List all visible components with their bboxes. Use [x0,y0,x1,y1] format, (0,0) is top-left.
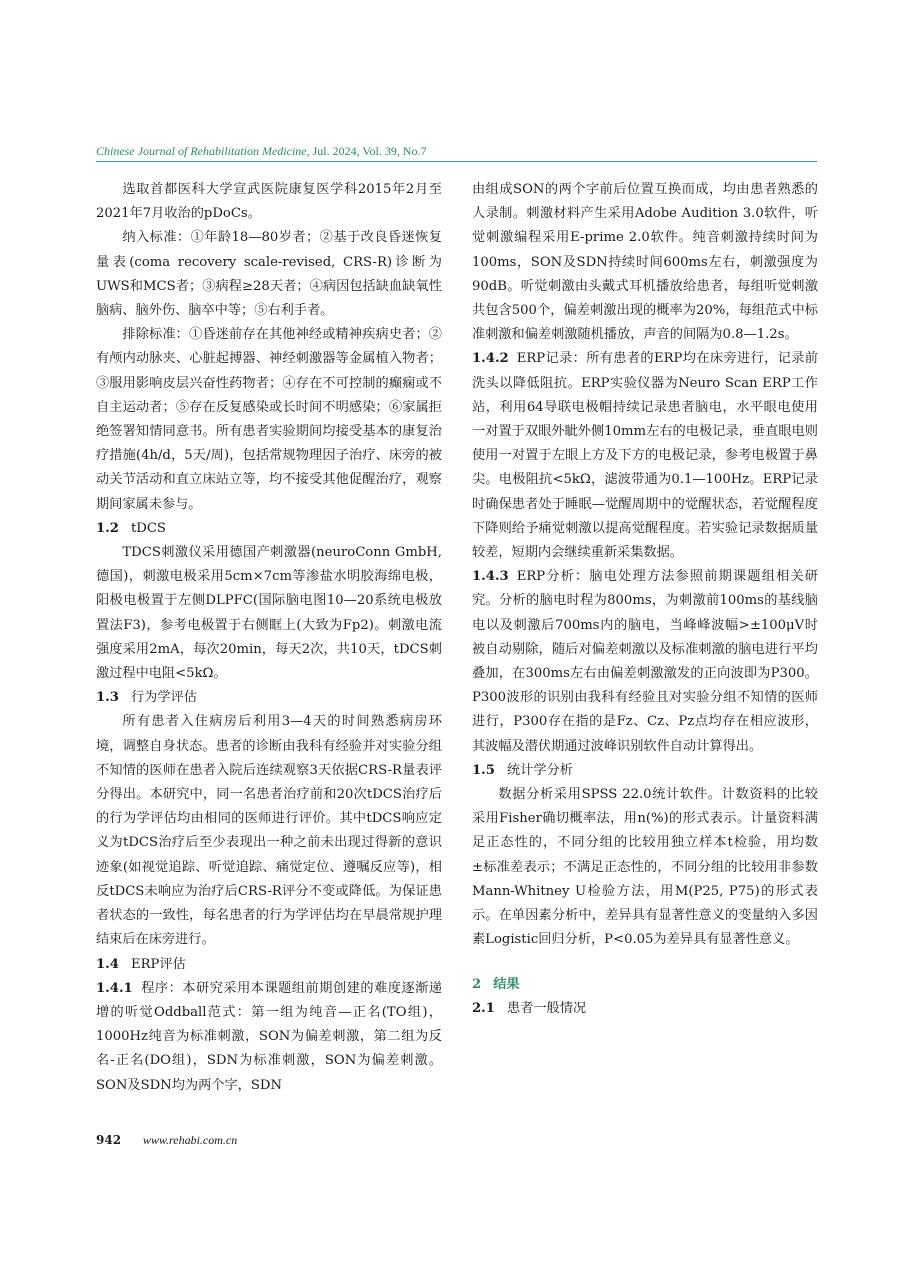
paragraph: 由组成SON的两个字前后位置互换而成，均由患者熟悉的人录制。刺激材料产生采用Adobe Audition 3.0软件，听觉刺激编程采用E-prime 2.0软件。纯音刺激持续时间为100ms，SON及SDN持续时间600ms左右，刺激强度为90dB。听觉刺激由头戴式耳机播放给患者，每组听觉刺激共包含500个，偏差刺激出现的概率为20%，每组范式中标准刺激和偏差刺激随机播放，声音的间隔为0.8—1.2s。 [472,182,818,343]
subsection-1-4-1: 1.4.1 程序：本研究采用本课题组前期创建的难度逐渐递增的听觉Oddball范式：第一组为纯音—正名(TO组)，1000Hz纯音为标准刺激，SON为偏差刺激，第二组为反名-正名(DO组)，SDN为标准刺激，SON为偏差刺激。SON及SDN均为两个字，SDN [96,980,442,1093]
right-column [472,178,818,1021]
subsection-1-4-3: 1.4.3 ERP分析：脑电处理方法参照前期课题组相关研究。分析的脑电时程为800ms，为刺激前100ms的基线脑电以及刺激后700ms内的脑电，当峰峰波幅>±100μV时被自动剔除，随后对偏差刺激以及标准刺激的脑电进行平均叠加，在300ms左右由偏差刺激激发的正向波即为P300。P300波形的识别由我科有经验且对实验分组不知情的医师进行，P300存在指的是Fz、Cz、Pz点均存在相应波形，其波幅及潜伏期通过波峰识别软件自动计算得出。 [472,569,818,754]
journal-name: Chinese Journal of Rehabilitation Medicine, [96,144,310,158]
section-heading-1-5: 1.5 统计学分析 [472,762,573,778]
header-rule [96,161,817,162]
section-heading-1-3: 1.3 行为学评估 [96,690,197,706]
paragraph: 选取首都医科大学宣武医院康复医学科2015年2月至2021年7月收治的pDoCs。 [96,182,442,222]
running-header [96,144,427,159]
paragraph: 数据分析采用SPSS 22.0统计软件。计数资料的比较采用Fisher确切概率法，用n(%)的形式表示。计量资料满足正态性的，不同分组的比较用独立样本t检验，用均数±标准差表示；不满足正态性的，不同分组的比较用非参数Mann-Whitney U检验方法，用M(P25, P75)的形式表示。在单因素分析中，差异具有显著性意义的变量纳入多因素Logistic回归分析，P<0.05为差异具有显著性意义。 [472,787,818,948]
left-column [96,178,442,1098]
page-number: 942 [96,1133,122,1147]
subsection-1-4-2: 1.4.2 ERP记录：所有患者的ERP均在床旁进行，记录前洗头以降低阻抗。ERP实验仪器为Neuro Scan ERP工作站，利用64导联电极帽持续记录患者脑电，水平眼电使用一对置于双眼外眦外侧10mm左右的电极记录，垂直眼电则使用一对置于左眼上方及下方的电极记录，参考电极置于鼻尖。电极阻抗<5kΩ，滤波带通为0.1—100Hz。ERP记录时确保患者处于睡眠—觉醒周期中的觉醒状态，若觉醒程度下降则给予痛觉刺激以提高觉醒程度。若实验记录数据质量较差，短期内会继续重新采集数据。 [472,351,818,561]
section-heading-2: 2 结果 [472,976,520,992]
issue-info: Jul. 2024, Vol. 39, No.7 [312,144,427,158]
paragraph: 所有患者入住病房后利用3—4天的时间熟悉病房环境，调整自身状态。患者的诊断由我科有经验并对实验分组不知情的医师在患者入院后连续观察3天依据CRS-R量表评分得出。本研究中，同一名患者治疗前和20次tDCS治疗后的行为学评估均由相同的医师进行评价。其中tDCS响应定义为tDCS治疗后至少表现出一种之前未出现过得新的意识迹象(如视觉追踪、听觉追踪、痛觉定位、遵嘱反应等)，相反tDCS未响应为治疗后CRS-R评分不变或降低。为保证患者状态的一致性，每名患者的行为学评估均在早晨常规护理结束后在床旁进行。 [96,714,442,948]
paragraph: 纳入标准：①年龄18—80岁者；②基于改良昏迷恢复量表(coma recovery scale-revised, CRS-R)诊断为UWS和MCS者；③病程≥28天者；④病因包括缺血缺氧性脑病、脑外伤、脑卒中等；⑤右利手者。 [96,230,442,319]
page-footer [96,1133,237,1148]
website-url: www.rehabi.com.cn [142,1133,238,1147]
paragraph: TDCS刺激仪采用德国产刺激器(neuroConn GmbH, 德国)，刺激电极采用5cm×7cm等渗盐水明胶海绵电极，阳极电极置于左侧DLPFC(国际脑电图10—20系统电极放置法F3)，参考电极置于右侧眶上(大致为Fp2)。刺激电流强度采用2mA，每次20min，每天2次，共10天，tDCS刺激过程中电阻<5kΩ。 [96,545,442,682]
section-heading-2-1: 2.1 患者一般情况 [472,1000,587,1016]
paragraph: 排除标准：①昏迷前存在其他神经或精神疾病史者；②有颅内动脉夹、心脏起搏器、神经刺激器等金属植入物者；③服用影响皮层兴奋性药物者；④存在不可控制的癫痫或不自主运动者；⑤存在反复感染或长时间不明感染；⑥家属拒绝签署知情同意书。所有患者实验期间均接受基本的康复治疗措施(4h/d，5天/周)，包括常规物理因子治疗、床旁的被动关节活动和直立床站立等，均不接受其他促醒治疗，观察期间家属未参与。 [96,327,442,512]
section-heading-1-2: 1.2 tDCS [96,520,166,536]
section-heading-1-4: 1.4 ERP评估 [96,956,186,972]
